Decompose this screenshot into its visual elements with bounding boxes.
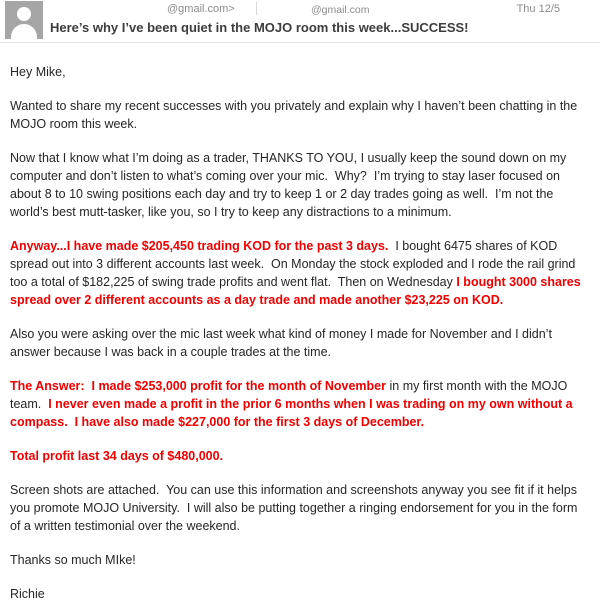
text-run: Richie: [10, 587, 45, 601]
subject-line: Here’s why I’ve been quiet in the MOJO room this week...SUCCESS!: [50, 20, 469, 35]
text-run: Wanted to share my recent successes with you privately and explain why I haven’t been chatting in the MOJO room this week.: [10, 99, 581, 131]
person-silhouette-icon: [17, 7, 31, 21]
paragraph: [10, 377, 586, 431]
sender-email[interactable]: @gmail.com>: [167, 3, 235, 15]
message-date: Thu 12/5: [516, 3, 560, 15]
paragraph: [10, 551, 586, 569]
person-silhouette-icon: [11, 24, 37, 39]
text-run: Screen shots are attached. You can use this information and screenshots anyway you see fit if it helps you promote MOJO University. I will also be putting together a ringing endorsement for you in the form of a written testimonial over the weekend.: [10, 483, 581, 533]
paragraph: [10, 481, 586, 535]
text-run: Hey Mike,: [10, 65, 66, 79]
text-run: I bought 6475 shares of KOD spread out into 3 different accounts last week. On Monday the stock exploded and I rode the rail grind too a total of $182,225 of swing trade profits and went flat. Then on Wednesday: [10, 239, 579, 289]
paragraph: [10, 585, 586, 603]
text-run: Also you were asking over the mic last week what kind of money I made for November and I didn’t answer because I was back in a couple trades at the time.: [10, 327, 556, 359]
email-body: [0, 43, 600, 603]
paragraph: [10, 63, 586, 81]
paragraph: [10, 325, 586, 361]
highlighted-text-run: I never even made a profit in the prior 6 months when I was trading on my own without a compass. I have also made $227,000 for the first 3 days of December.: [10, 397, 577, 429]
highlighted-text-run: Total profit last 34 days of $480,000.: [10, 449, 224, 463]
highlighted-text-run: I bought 3000 shares spread over 2 different accounts as a day trade and made another $23,225 on KOD.: [10, 275, 585, 307]
email-header: [0, 0, 600, 43]
text-run: Now that I know what I’m doing as a trader, THANKS TO YOU, I usually keep the sound down on my computer and don’t listen to what’s coming over your mic. Why? I’m trying to stay laser focused on about 8 to 10 swing positions each day and try to keep 1 or 2 day trades going as well. I’m not the world’s best mutt-tasker, like you, so I try to keep any distractions to a minimum.: [10, 151, 570, 219]
highlighted-text-run: Anyway...I have made $205,450 trading KOD for the past 3 days.: [10, 239, 389, 253]
highlighted-text-run: The Answer: I made $253,000 profit for the month of November: [10, 379, 387, 393]
paragraph: [10, 237, 586, 309]
paragraph: [10, 149, 586, 221]
avatar: [5, 1, 43, 39]
paragraph: [10, 97, 586, 133]
text-run: Thanks so much MIke!: [10, 553, 136, 567]
text-run: in my first month with the MOJO team.: [10, 379, 571, 411]
recipient-email[interactable]: @gmail.com: [311, 4, 370, 16]
paragraph: [10, 447, 586, 465]
header-vertical-divider: [256, 2, 257, 15]
